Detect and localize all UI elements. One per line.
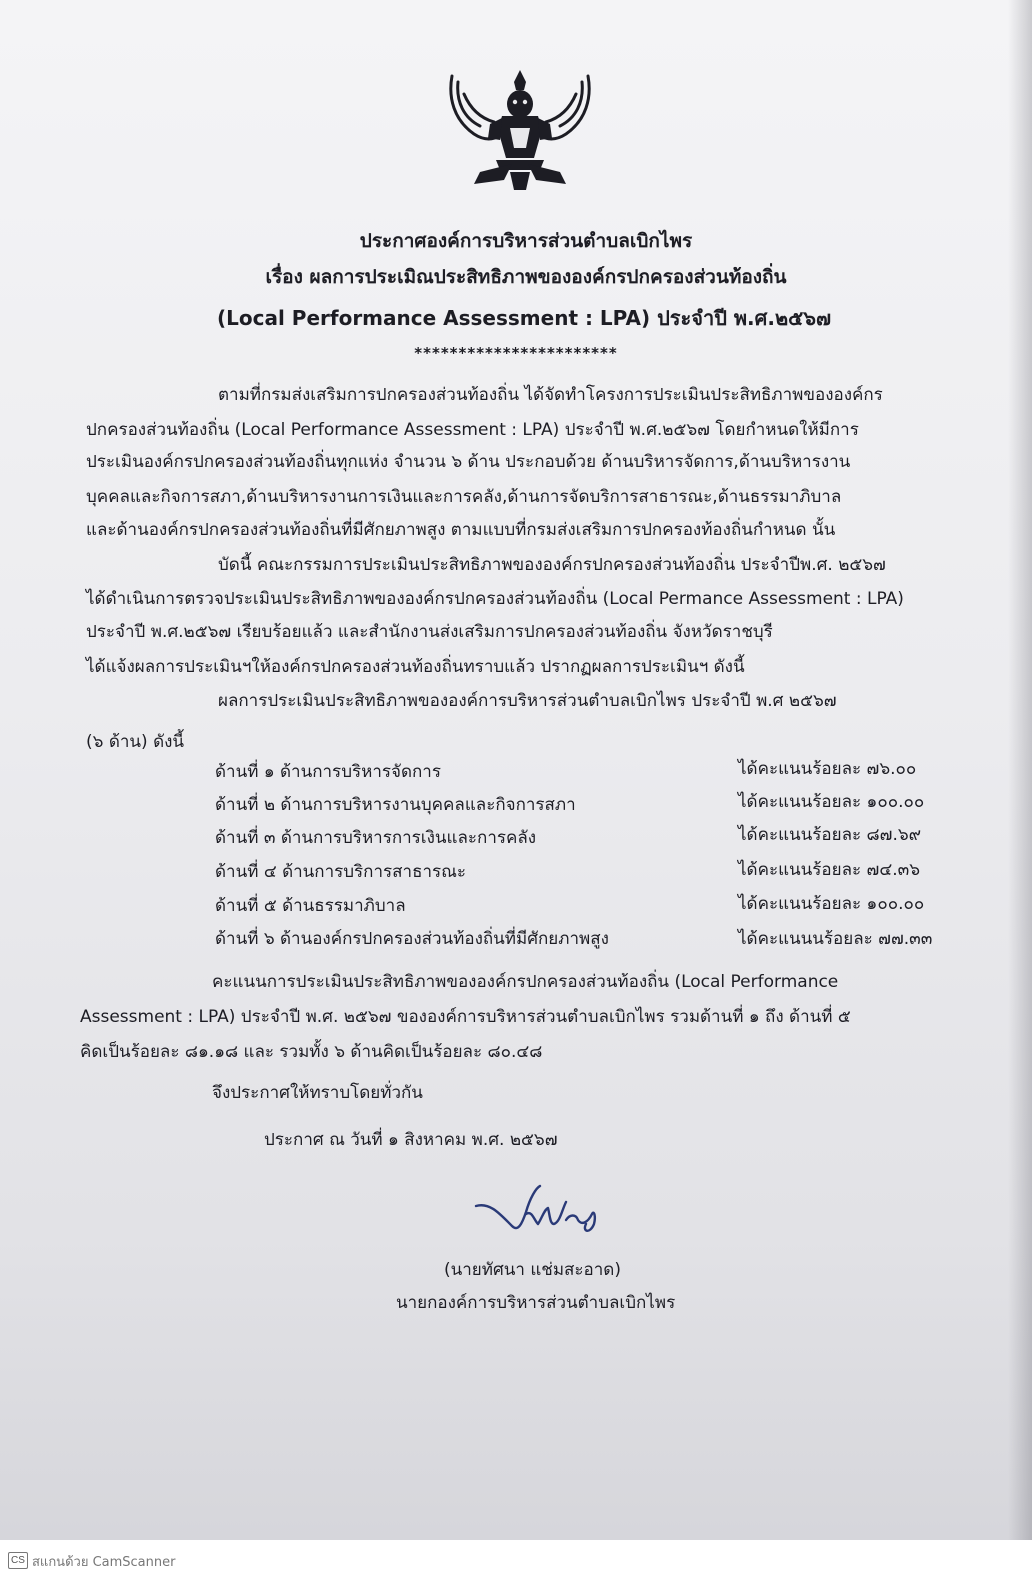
text-line: บัดนี้ คณะกรรมการประเมินประสิทธิภาพขององค์กรปกครองส่วนท้องถิ่น ประจำปีพ.ศ. ๒๕๖๗ [218,555,886,575]
text-line: คะแนนการประเมินประสิทธิภาพขององค์กรปกครองส่วนท้องถิ่น (Local Performance [212,972,839,992]
score-label: ด้านที่ ๖ ด้านองค์กรปกครองส่วนท้องถิ่นที่มีศักยภาพสูง [215,929,609,949]
score-value: ได้คะแนนนร้อยละ ๗๗.๓๓ [738,929,933,949]
garuda-emblem-icon [440,68,600,193]
score-value: ได้คะแนนร้อยละ ๗๖.๐๐ [738,759,917,779]
subject-line: เรื่อง ผลการประเมิณประสิทธิภาพขององค์กรปกครองส่วนท้องถิ่น [265,266,787,288]
camscanner-logo-icon: CS [8,1552,28,1569]
announcement-title: ประกาศองค์การบริหารส่วนตำบลเบิกไพร [359,230,693,252]
score-value: ได้คะแนนร้อยละ ๑๐๐.๐๐ [738,792,925,812]
signature [470,1180,610,1250]
text-line: (๖ ด้าน) ดังนี้ [86,732,185,752]
score-label: ด้านที่ ๓ ด้านการบริหารการเงินและการคลัง [215,828,537,848]
text-line: คิดเป็นร้อยละ ๘๑.๑๘ และ รวมทั้ง ๖ ด้านคิดเป็นร้อยละ ๘๐.๔๘ [80,1042,543,1062]
score-label: ด้านที่ ๒ ด้านการบริหารงานบุคคลและกิจการสภา [215,795,576,815]
signer-name: (นายทัศนา แช่มสะอาด) [444,1260,621,1280]
text-line: ประเมินองค์กรปกครองส่วนท้องถิ่นทุกแห่ง จำนวน ๖ ด้าน ประกอบด้วย ด้านบริหารจัดการ,ด้านบริหารงาน [86,452,851,472]
text-line: ปกครองส่วนท้องถิ่น (Local Performance Assessment : LPA) ประจำปี พ.ศ.๒๕๖๗ โดยกำหนดให้มีการ [86,420,859,440]
score-label: ด้านที่ ๕ ด้านธรรมาภิบาล [215,896,406,916]
announcement-date: ประกาศ ณ วันที่ ๑ สิงหาคม พ.ศ. ๒๕๖๗ [264,1130,558,1150]
score-label: ด้านที่ ๔ ด้านการบริการสาธารณะ [215,862,467,882]
score-label: ด้านที่ ๑ ด้านการบริหารจัดการ [215,762,441,782]
score-value: ได้คะแนนร้อยละ ๑๐๐.๐๐ [738,894,925,914]
text-line: ตามที่กรมส่งเสริมการปกครองส่วนท้องถิ่น ได้จัดทำโครงการประเมินประสิทธิภาพขององค์กร [218,385,883,405]
text-line: และด้านองค์กรปกครองส่วนท้องถิ่นที่มีศักยภาพสูง ตามแบบที่กรมส่งเสริมการปกครองท้องถิ่นกำหนด นั้น [86,520,836,540]
text-line: ได้ดำเนินการตรวจประเมินประสิทธิภาพขององค์กรปกครองส่วนท้องถิ่น (Local Permance Assessment : LPA) [86,589,904,609]
score-value: ได้คะแนนร้อยละ ๘๗.๖๙ [738,825,922,845]
camscanner-watermark: สแกนด้วย CamScanner [32,1555,176,1570]
text-line: บุคคลและกิจการสภา,ด้านบริหารงานการเงินและการคลัง,ด้านการจัดบริการสาธารณะ,ด้านธรรมาภิบาล [86,487,842,507]
separator: *********************** [414,344,618,362]
text-line: Assessment : LPA) ประจำปี พ.ศ. ๒๕๖๗ ขององค์การบริหารส่วนตำบลเบิกไพร รวมด้านที่ ๑ ถึง ด้านที่ ๕ [80,1007,851,1027]
closing-statement: จึงประกาศให้ทราบโดยทั่วกัน [212,1083,423,1103]
text-line: ประจำปี พ.ศ.๒๕๖๗ เรียบร้อยแล้ว และสำนักงานส่งเสริมการปกครองส่วนท้องถิ่น จังหวัดราชบุรี [86,622,773,642]
text-line: ได้แจ้งผลการประเมินฯให้องค์กรปกครองส่วนท้องถิ่นทราบแล้ว ปรากฏผลการประเมินฯ ดังนี้ [86,657,745,677]
score-value: ได้คะแนนร้อยละ ๗๔.๓๖ [738,860,921,880]
text-line: ผลการประเมินประสิทธิภาพขององค์การบริหารส่วนตำบลเบิกไพร ประจำปี พ.ศ ๒๕๖๗ [218,691,837,711]
signer-position: นายกองค์การบริหารส่วนตำบลเบิกไพร [396,1293,676,1313]
subject-line-english: (Local Performance Assessment : LPA) ประจำปี พ.ศ.๒๕๖๗ [217,306,831,330]
